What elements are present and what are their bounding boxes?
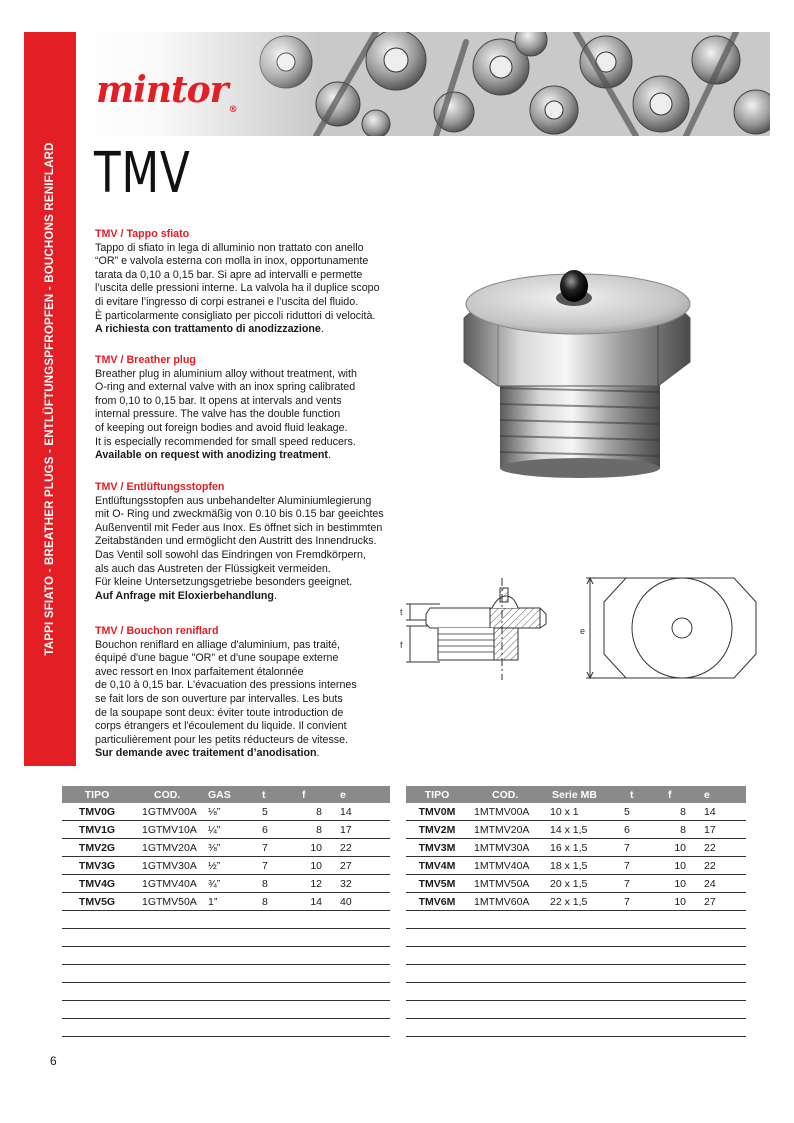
table-blank-row xyxy=(62,1019,390,1037)
page-title: TMV xyxy=(94,141,191,206)
col-header: f xyxy=(654,786,692,803)
page-number: 6 xyxy=(50,1054,57,1068)
section-body: Bouchon reniflard en alliage d'aluminium, pas traité, équipé d'une bague "OR" et d'une soupape externe avec ressort en Inox parfaitement étalonnée de 0,10 à 0,15 bar. L'évacuation des pressions internes se fait lors de son ouverture par intervalles. Les buts de la soupape sont deux: éviter toute introduction de corps étrangers et l'écoulement du liquide. Il convient particulièrement pour les petits réducteurs de vitesse. xyxy=(95,638,357,746)
table-blank-row xyxy=(406,1001,746,1019)
section-body: Entlüftungsstopfen aus unbehandelter Aluminiumlegierung mit O- Ring und zweckmäßig von 0.10 bis 0.15 bar geeichtes Außenventil mit Feder aus Inox. Es öffnet sich in bestimmten Zeitabständen und ermöglicht den Austritt des Innendrucks. Das Ventil soll sowohl das Eindringen von Fremdkörpern, als auch das Austreten der Flüssigkeit vermeiden. Für kleine Untersetzungsgetriebe besonders geeignet. xyxy=(95,494,384,589)
table-blank-row xyxy=(406,983,746,1001)
table-blank-row xyxy=(406,947,746,965)
table-gas-series xyxy=(62,786,390,1037)
section-french: TMV / Bouchon reniflard Bouchon reniflard en alliage d'aluminium, pas traité, équipé d'une bague "OR" et d'une soupape externe avec ressort en Inox parfaitement étalonnée de 0,10 à 0,15 bar. L'évacuation des pressions internes se fait lors de son ouverture par intervalles. Les buts de la soupape sont deux: éviter toute introduction de corps étrangers et l'écoulement du liquide. Il convient particulièrement pour les petits réducteurs de vitesse. Sur demande avec traitement d’anodisation. xyxy=(95,625,395,761)
table-blank-row xyxy=(406,911,746,929)
table-blank-row xyxy=(62,983,390,1001)
table-blank-row xyxy=(406,965,746,983)
section-german: TMV / Entlüftungsstopfen Entlüftungsstopfen aus unbehandelter Aluminiumlegierung mit O- Ring und zweckmäßig von 0.10 bis 0.15 bar geeichtes Außenventil mit Feder aus Inox. Es öffnet sich in bestimmten Zeitabständen und ermöglicht den Austritt des Innendrucks. Das Ventil soll sowohl das Eindringen von Fremdkörpern, als auch das Austreten der Flüssigkeit vermeiden. Für kleine Untersetzungsgetriebe besonders geeignet. Auf Anfrage mit Eloxierbehandlung. xyxy=(95,481,395,603)
col-header: TIPO xyxy=(62,786,132,803)
table-blank-row xyxy=(62,965,390,983)
col-header: TIPO xyxy=(406,786,468,803)
table-metric-series xyxy=(406,786,746,1037)
col-header: t xyxy=(618,786,654,803)
col-header: COD. xyxy=(132,786,208,803)
table-blank-row xyxy=(62,1001,390,1019)
table-row: TMV0M 1MTMV00A 10 x 1 5 8 14 xyxy=(406,803,746,821)
section-body: Tappo di sfiato in lega di alluminio non trattato con anello “OR” e valvola esterna con molla in inox, opportunamente tarata da 0,10 a 0,15 bar. Si apre ad intervalli e permette l’uscita delle pressioni interne. La valvola ha il duplice scopo di evitare l’ingresso di corpi estranei e l’uscita del fluido. È particolarmente consigliato per piccoli riduttori di velocità. xyxy=(95,241,380,322)
table-row: TMV1G 1GTMV10A ¼” 6 8 17 xyxy=(62,821,390,839)
table-header-row xyxy=(62,786,390,803)
table-blank-row xyxy=(62,947,390,965)
sidebar-text: TAPPI SFIATO - BREATHER PLUGS - ENTLÜFTUNGSPFROPFEN - BOUCHONS RENIFLARD xyxy=(44,142,56,656)
table-blank-row xyxy=(406,929,746,947)
col-header: e xyxy=(332,786,390,803)
dim-f-label: f xyxy=(400,640,403,650)
table-row: TMV2G 1GTMV20A ⅜” 7 10 22 xyxy=(62,839,390,857)
col-header: GAS xyxy=(208,786,256,803)
section-note: Sur demande avec traitement d’anodisation xyxy=(95,747,317,760)
col-header: t xyxy=(256,786,294,803)
table-blank-row xyxy=(406,1019,746,1037)
section-english: TMV / Breather plug Breather plug in aluminium alloy without treatment, with O-ring and external valve with an inox spring calibrated from 0,10 to 0,15 bar. It opens at intervals and vents internal pressure. The valve has the double function of keeping out foreign bodies and avoid fluid leakage. It is especially recommended for small speed reducers. Available on request with anodizing treatment. xyxy=(95,354,395,463)
table-row: TMV2M 1MTMV20A 14 x 1,5 6 8 17 xyxy=(406,821,746,839)
section-heading: TMV / Entlüftungsstopfen xyxy=(95,481,225,493)
section-note: Available on request with anodizing treatment xyxy=(95,449,328,462)
table-row: TMV3M 1MTMV30A 16 x 1,5 7 10 22 xyxy=(406,839,746,857)
section-note: A richiesta con trattamento di anodizzazione xyxy=(95,323,321,336)
col-header: e xyxy=(692,786,746,803)
dim-e-label: e xyxy=(580,626,586,636)
col-header: COD. xyxy=(468,786,548,803)
table-blank-row xyxy=(62,911,390,929)
technical-drawing xyxy=(390,568,770,688)
table-blank-row xyxy=(62,929,390,947)
table-row: TMV3G 1GTMV30A ½” 7 10 27 xyxy=(62,857,390,875)
section-body: Breather plug in aluminium alloy without treatment, with O-ring and external valve with an inox spring calibrated from 0,10 to 0,15 bar. It opens at intervals and vents internal pressure. The valve has the double function of keeping out foreign bodies and avoid fluid leakage. It is especially recommended for small speed reducers. xyxy=(95,367,357,448)
section-note: Auf Anfrage mit Eloxierbehandlung xyxy=(95,589,274,602)
table-row: TMV5M 1MTMV50A 20 x 1,5 7 10 24 xyxy=(406,875,746,893)
section-italian: TMV / Tappo sfiato Tappo di sfiato in lega di alluminio non trattato con anello “OR” e valvola esterna con molla in inox, opportunamente tarata da 0,10 a 0,15 bar. Si apre ad intervalli e permette l’uscita delle pressioni interne. La valvola ha il duplice scopo di evitare l’ingresso di corpi estranei e l’uscita del fluido. È particolarmente consigliato per piccoli riduttori di velocità. A richiesta con trattamento di anodizzazione. xyxy=(95,228,395,337)
brand-logo: mintor® xyxy=(96,69,237,115)
table-header-row xyxy=(406,786,746,803)
product-photo xyxy=(458,258,696,480)
col-header: Serie MB xyxy=(548,786,618,803)
section-heading: TMV / Bouchon reniflard xyxy=(95,625,219,637)
dim-t-label: t xyxy=(400,607,403,617)
table-row: TMV0G 1GTMV00A ⅛” 5 8 14 xyxy=(62,803,390,821)
col-header: f xyxy=(294,786,332,803)
table-row: TMV6M 1MTMV60A 22 x 1,5 7 10 27 xyxy=(406,893,746,911)
table-row: TMV4M 1MTMV40A 18 x 1,5 7 10 22 xyxy=(406,857,746,875)
section-heading: TMV / Breather plug xyxy=(95,354,196,366)
section-heading: TMV / Tappo sfiato xyxy=(95,228,190,240)
table-row: TMV4G 1GTMV40A ¾” 8 12 32 xyxy=(62,875,390,893)
table-row: TMV5G 1GTMV50A 1” 8 14 40 xyxy=(62,893,390,911)
